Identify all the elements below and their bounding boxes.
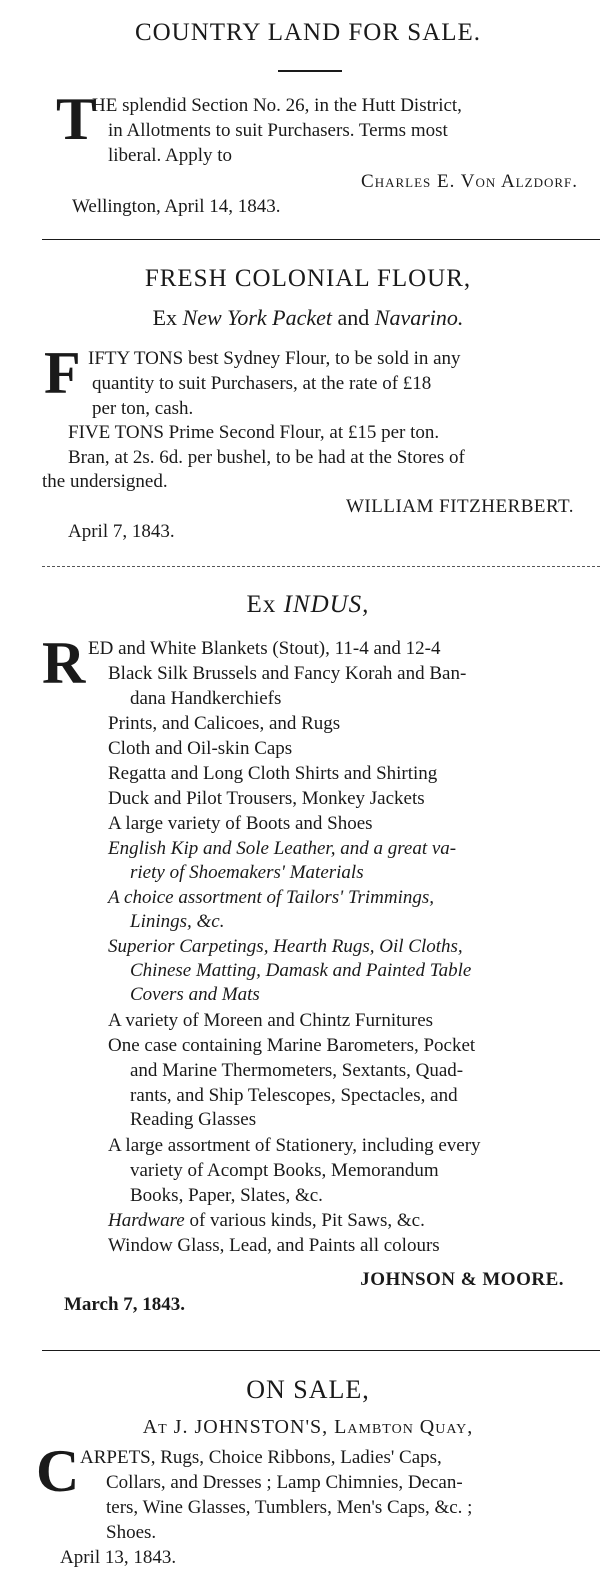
list-item: Reading Glasses bbox=[130, 1109, 257, 1130]
ad-line: the undersigned. bbox=[42, 471, 168, 492]
hardware-label: Hardware bbox=[108, 1210, 185, 1231]
list-item: Regatta and Long Cloth Shirts and Shirting bbox=[108, 763, 438, 784]
list-item: Cloth and Oil-skin Caps bbox=[108, 738, 293, 759]
list-item: Window Glass, Lead, and Paints all colours bbox=[108, 1235, 440, 1256]
ad-line: quantity to suit Purchasers, at the rate of £18 bbox=[92, 373, 432, 394]
ad-line: Bran, at 2s. 6d. per bushel, to be had at the Stores of bbox=[68, 447, 465, 468]
ad-subtitle bbox=[0, 305, 616, 331]
list-item: ED and White Blankets (Stout), 11-4 and 12-4 bbox=[88, 638, 441, 659]
ad-line: in Allotments to suit Purchasers. Terms most bbox=[108, 120, 448, 141]
ad-title: ON SALE, bbox=[246, 1375, 370, 1404]
ad-line: per ton, cash. bbox=[92, 398, 194, 419]
ad-title: FRESH COLONIAL FLOUR, bbox=[144, 265, 472, 292]
ship-name: New York Packet bbox=[182, 305, 333, 330]
ad-line: HE splendid Section No. 26, in the Hutt District, bbox=[92, 95, 462, 116]
list-item: A large variety of Boots and Shoes bbox=[108, 813, 373, 834]
ad-line: ARPETS, Rugs, Choice Ribbons, Ladies' Caps, bbox=[80, 1447, 442, 1468]
list-item: Duck and Pilot Trousers, Monkey Jackets bbox=[108, 788, 425, 809]
list-item bbox=[108, 1209, 425, 1233]
list-item: Prints, and Calicoes, and Rugs bbox=[108, 713, 341, 734]
short-divider bbox=[278, 70, 342, 72]
ad-date: March 7, 1843. bbox=[64, 1294, 186, 1315]
list-item: Linings, &c. bbox=[130, 911, 225, 932]
ad-title: COUNTRY LAND FOR SALE. bbox=[134, 19, 482, 46]
subtitle-prefix: Ex bbox=[152, 305, 183, 330]
ad-line: IFTY TONS best Sydney Flour, to be sold in any bbox=[88, 348, 461, 369]
list-item: dana Handkerchiefs bbox=[130, 688, 282, 709]
list-item: Black Silk Brussels and Fancy Korah and Ban- bbox=[108, 663, 467, 684]
ad-line: ters, Wine Glasses, Tumblers, Men's Caps, &c. ; bbox=[106, 1497, 473, 1518]
ad-line: Shoes. bbox=[106, 1522, 157, 1543]
ad-subtitle: At J. JOHNSTON'S, Lambton Quay, bbox=[142, 1416, 474, 1438]
section-divider bbox=[42, 566, 600, 567]
ad-date: Wellington, April 14, 1843. bbox=[72, 196, 281, 217]
drop-cap: R bbox=[42, 630, 86, 696]
list-item: rants, and Ship Telescopes, Spectacles, and bbox=[130, 1085, 458, 1106]
ad-line: Collars, and Dresses ; Lamp Chimnies, Decan- bbox=[106, 1472, 463, 1493]
list-item: variety of Acompt Books, Memorandum bbox=[130, 1160, 439, 1181]
ad-line: FIVE TONS Prime Second Flour, at £15 per ton. bbox=[68, 422, 440, 443]
ad-signature: WILLIAM FITZHERBERT. bbox=[345, 496, 574, 517]
ship-name: Navarino. bbox=[374, 305, 464, 330]
section-divider bbox=[42, 1350, 600, 1351]
section-divider bbox=[42, 239, 600, 240]
ship-name: INDUS, bbox=[283, 591, 370, 618]
list-item: Covers and Mats bbox=[130, 984, 260, 1005]
ad-title bbox=[0, 590, 616, 620]
list-item: One case containing Marine Barometers, Pocket bbox=[108, 1035, 476, 1056]
list-item: A variety of Moreen and Chintz Furnitures bbox=[108, 1010, 434, 1031]
drop-cap: F bbox=[44, 340, 81, 406]
list-item: Chinese Matting, Damask and Painted Table bbox=[130, 960, 472, 981]
list-item: Superior Carpetings, Hearth Rugs, Oil Cloths, bbox=[108, 936, 463, 957]
list-item: English Kip and Sole Leather, and a great va- bbox=[108, 838, 457, 859]
ad-date: April 7, 1843. bbox=[68, 521, 175, 542]
ad-signature: Charles E. Von Alzdorf. bbox=[361, 171, 578, 192]
drop-cap: T bbox=[56, 86, 97, 152]
subtitle-and: and bbox=[332, 305, 375, 330]
ad-signature: JOHNSON & MOORE. bbox=[360, 1269, 564, 1290]
list-item: A choice assortment of Tailors' Trimmings, bbox=[108, 887, 435, 908]
list-item: Books, Paper, Slates, &c. bbox=[130, 1185, 323, 1206]
list-item: riety of Shoemakers' Materials bbox=[130, 862, 364, 883]
ad-date: April 13, 1843. bbox=[60, 1547, 177, 1568]
title-prefix: Ex bbox=[246, 591, 284, 618]
list-item: A large assortment of Stationery, including every bbox=[108, 1135, 481, 1156]
hardware-detail: of various kinds, Pit Saws, &c. bbox=[184, 1210, 425, 1231]
drop-cap: C bbox=[36, 1438, 80, 1504]
list-item: and Marine Thermometers, Sextants, Quad- bbox=[130, 1060, 464, 1081]
ad-line: liberal. Apply to bbox=[108, 145, 233, 166]
